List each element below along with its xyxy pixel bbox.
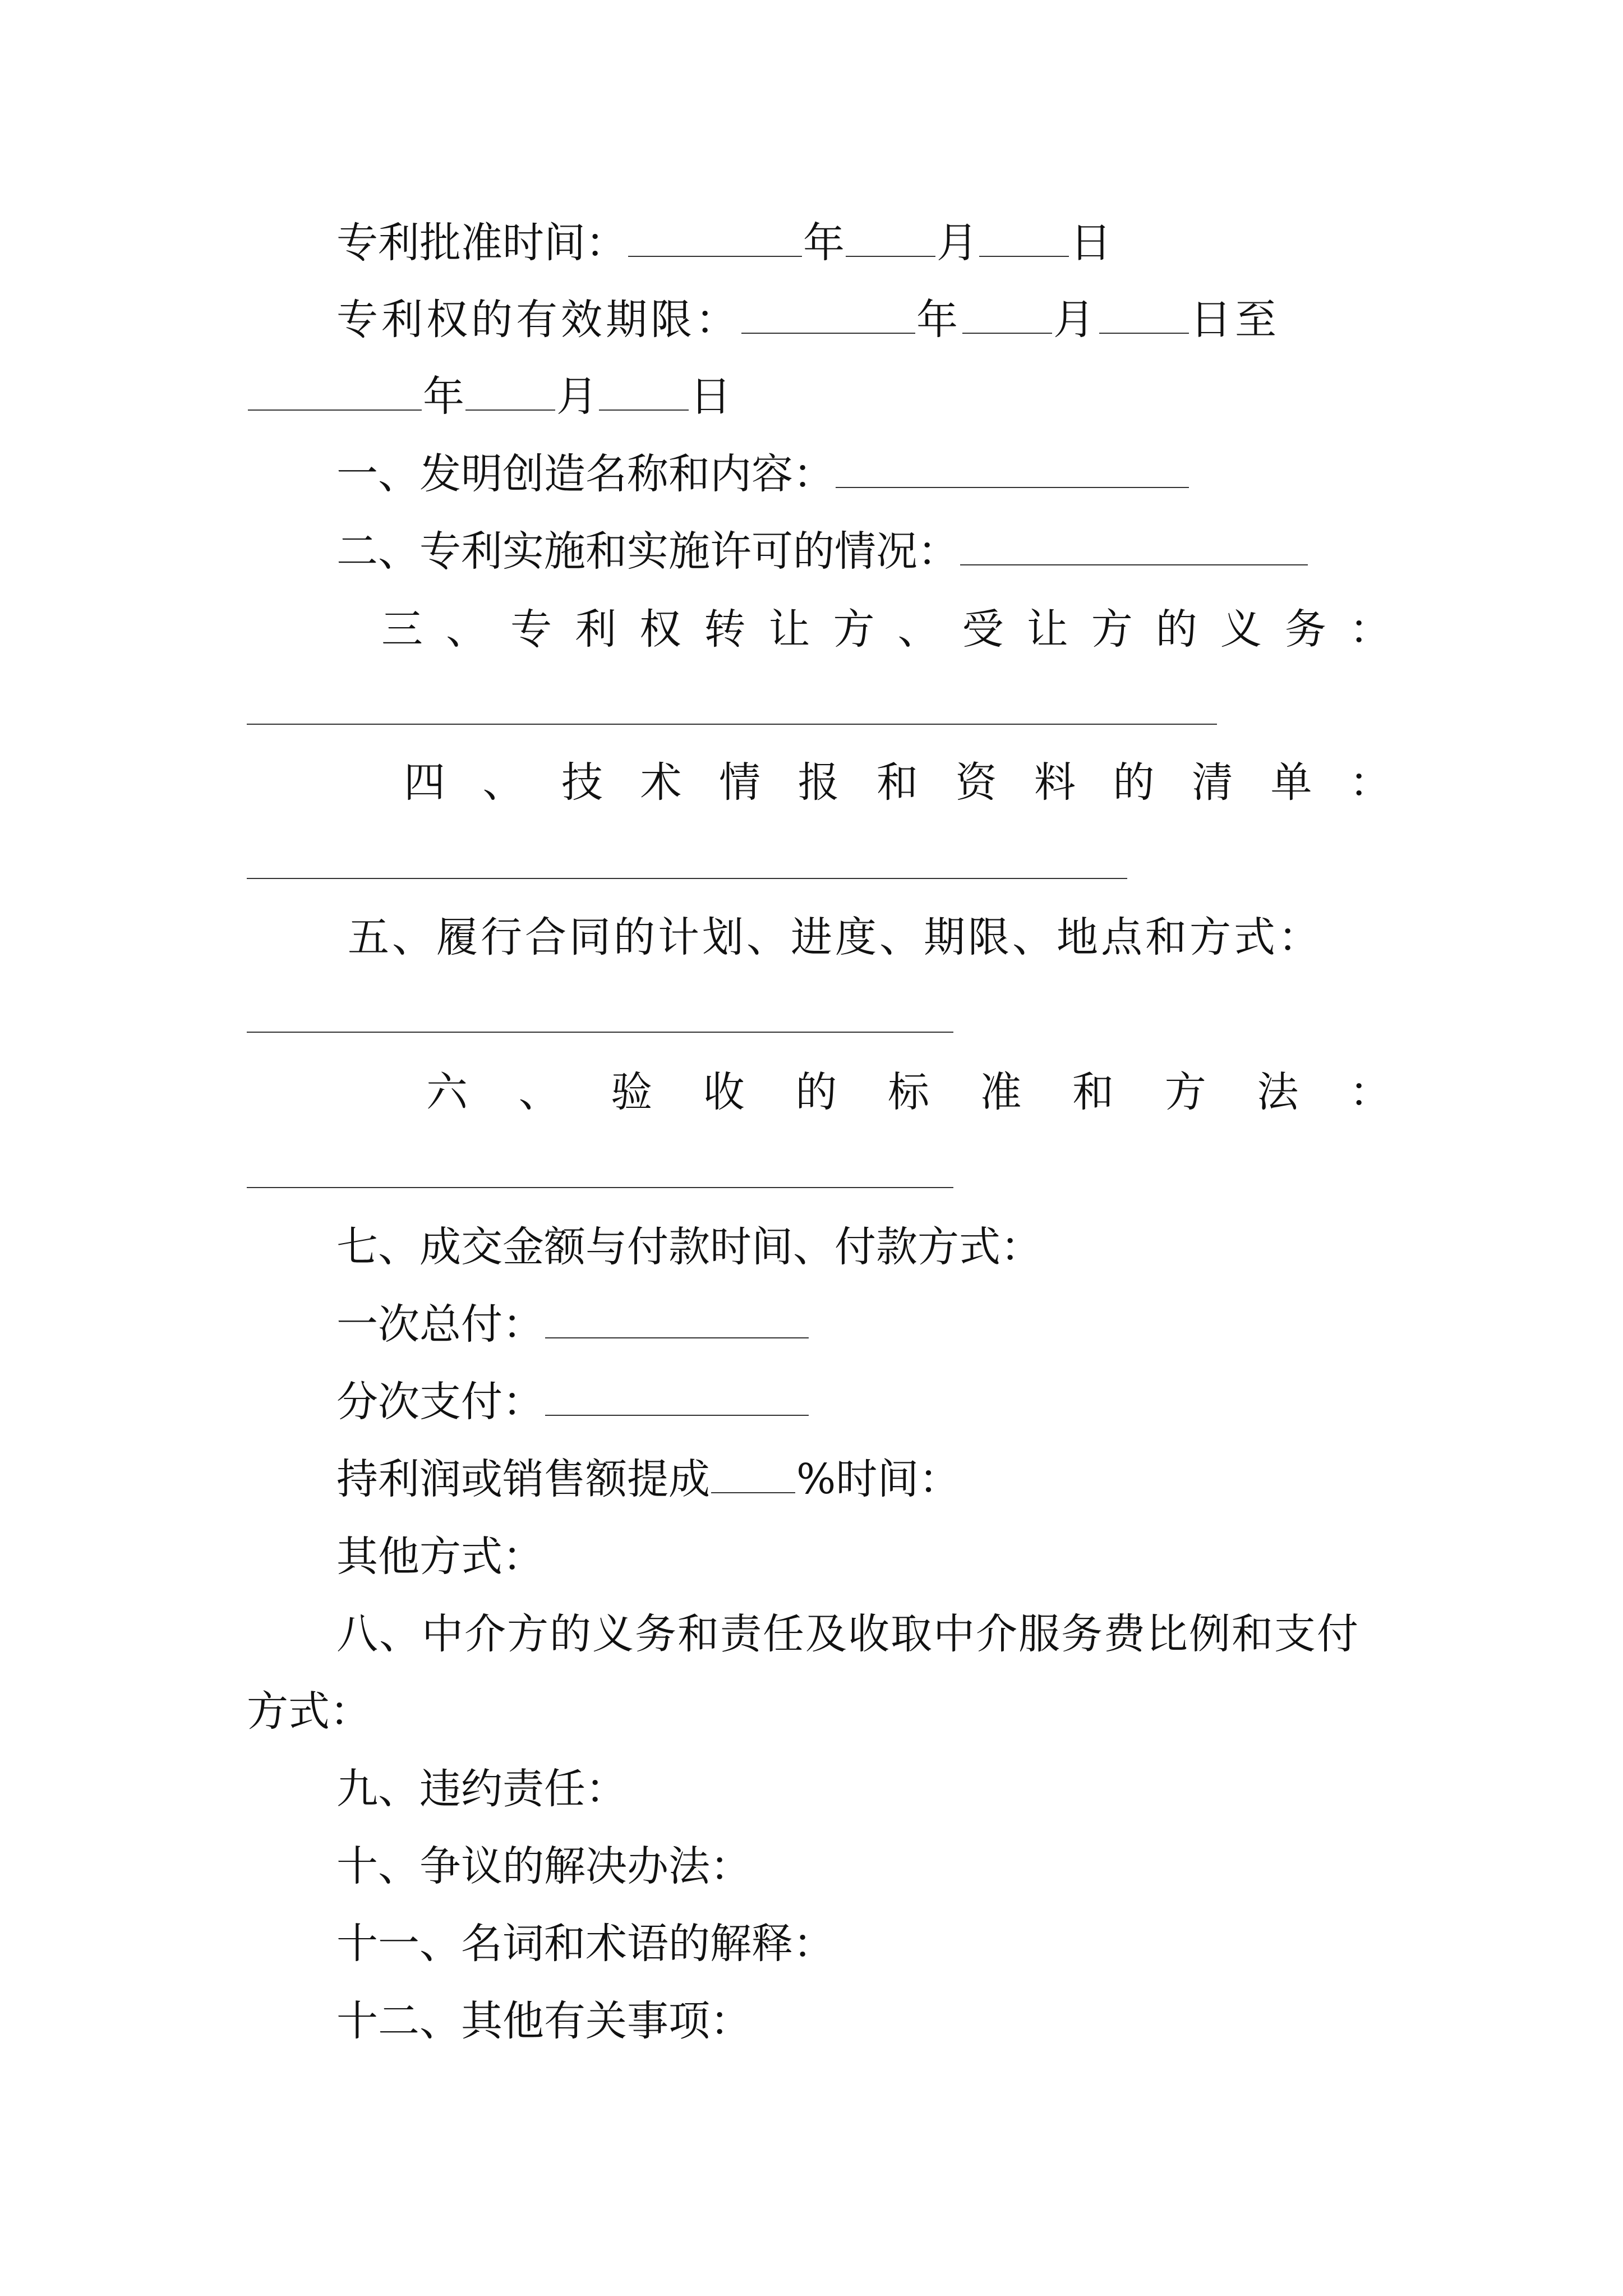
- validity-end-year-blank[interactable]: [248, 405, 422, 411]
- approval-date-line: [247, 219, 1481, 267]
- section-4-char: 清: [1192, 758, 1233, 807]
- approval-month-blank[interactable]: [846, 251, 935, 257]
- validity-day-to-label: 日至: [1190, 296, 1280, 344]
- section-4-char: 四: [404, 758, 445, 807]
- section-2-label: 二、专利实施和实施许可的情况：: [336, 527, 959, 576]
- section-4-char: 报: [797, 758, 840, 807]
- section-4-char: 单: [1270, 758, 1312, 807]
- section-12: [247, 1997, 1481, 2045]
- section-3-char: 利: [575, 605, 617, 654]
- section-4-char: 术: [640, 758, 682, 807]
- pay-once-blank[interactable]: [545, 1333, 809, 1338]
- validity-year-label: 年: [916, 296, 961, 344]
- section-7: [247, 1223, 1481, 1271]
- section-3-char: 让: [768, 605, 810, 654]
- section-2: [247, 527, 1481, 576]
- section-6-char: 的: [795, 1068, 837, 1116]
- section-5-blank[interactable]: [247, 1032, 953, 1033]
- approval-year-label: 年: [803, 219, 845, 267]
- approval-day-label: 日: [1070, 219, 1112, 267]
- section-4-char: 料: [1034, 758, 1076, 807]
- section-3-char: ：: [1349, 605, 1391, 654]
- section-3-char: 、: [446, 605, 488, 654]
- section-3-char: 三: [381, 605, 423, 654]
- section-8-label-cont: 方式：: [247, 1687, 371, 1736]
- section-5-label: 五、履行合同的计划、进度、期限、地点和方式：: [348, 913, 1322, 961]
- section-6-char: 准: [980, 1068, 1022, 1116]
- pay-profit-label: 持利润或销售额提成: [336, 1455, 710, 1503]
- section-1-label: 一、发明创造名称和内容：: [336, 450, 834, 498]
- section-4-char: 的: [1113, 758, 1155, 807]
- section-4-char: 、: [482, 758, 524, 807]
- section-3-char: 专: [510, 605, 552, 654]
- section-4-char: 资: [955, 758, 997, 807]
- section-3-char: 义: [1220, 605, 1262, 654]
- section-4-char: 技: [561, 758, 603, 807]
- section-9: [247, 1765, 1481, 1813]
- section-3-char: 、: [897, 605, 939, 654]
- validity-end-day-blank[interactable]: [599, 405, 689, 411]
- pay-once-line: [247, 1300, 1481, 1349]
- section-6-char: 标: [887, 1068, 929, 1116]
- validity-year-blank[interactable]: [741, 328, 915, 334]
- section-6-blank[interactable]: [247, 1187, 953, 1188]
- validity-end-month-label: 月: [556, 372, 598, 421]
- approval-year-blank[interactable]: [628, 251, 802, 257]
- section-5: [247, 913, 1492, 961]
- section-8-label: 八、中介方的义务和责任及收取中介服务费比例和支付: [336, 1610, 1359, 1658]
- pay-installment-label: 分次支付：: [336, 1378, 544, 1426]
- section-10-label: 十、争议的解决办法：: [336, 1842, 751, 1890]
- pay-profit-time-label: %时间：: [796, 1455, 961, 1503]
- section-6-char: ：: [1349, 1068, 1391, 1116]
- section-11-label: 十一、名词和术语的解释：: [336, 1920, 834, 1968]
- validity-end-day-label: 日: [690, 372, 731, 421]
- section-10: [247, 1842, 1481, 1890]
- validity-end-year-label: 年: [423, 372, 464, 421]
- section-3-char: 让: [1026, 605, 1068, 654]
- section-6-char: 和: [1072, 1068, 1114, 1116]
- section-6-char: 方: [1164, 1068, 1206, 1116]
- section-4-blank[interactable]: [247, 878, 1127, 879]
- pay-other-line: [247, 1533, 1481, 1581]
- section-6-char: 收: [703, 1068, 745, 1116]
- section-3-char: 方: [833, 605, 875, 654]
- section-1-blank[interactable]: [836, 482, 1189, 488]
- section-3-char: 务: [1284, 605, 1326, 654]
- pay-installment-line: [247, 1378, 1481, 1426]
- section-3-char: 的: [1155, 605, 1197, 654]
- section-8-line-2: [247, 1687, 1391, 1736]
- section-6-char: 六: [426, 1068, 468, 1116]
- section-3-char: 转: [704, 605, 746, 654]
- section-9-label: 九、违约责任：: [336, 1765, 627, 1813]
- section-3: [247, 605, 1391, 654]
- pay-once-label: 一次总付：: [336, 1300, 544, 1349]
- section-6-char: 法: [1257, 1068, 1299, 1116]
- approval-label: 专利批准时间：: [336, 219, 627, 267]
- section-4-char: 和: [877, 758, 918, 807]
- section-8-line-1: [247, 1610, 1481, 1658]
- validity-line-1: [247, 296, 1481, 344]
- section-3-char: 受: [962, 605, 1004, 654]
- validity-end-month-blank[interactable]: [465, 405, 555, 411]
- validity-month-blank[interactable]: [962, 328, 1052, 334]
- section-6-char: 验: [611, 1068, 653, 1116]
- pay-profit-percent-blank[interactable]: [711, 1488, 795, 1493]
- pay-profit-line: [247, 1455, 1481, 1503]
- section-2-blank[interactable]: [960, 560, 1308, 565]
- section-4-char: 情: [719, 758, 760, 807]
- validity-label: 专利权的有效期限：: [336, 296, 740, 344]
- approval-day-blank[interactable]: [979, 251, 1069, 257]
- validity-day-blank[interactable]: [1099, 328, 1189, 334]
- approval-month-label: 月: [937, 219, 978, 267]
- section-6: [247, 1068, 1391, 1116]
- section-12-label: 十二、其他有关事项：: [336, 1997, 751, 2045]
- validity-month-label: 月: [1053, 296, 1098, 344]
- section-7-label: 七、成交金额与付款时间、付款方式：: [336, 1223, 1042, 1271]
- section-11: [247, 1920, 1481, 1968]
- section-3-char: 权: [639, 605, 681, 654]
- section-4-char: ：: [1349, 758, 1391, 807]
- section-4: [247, 758, 1391, 807]
- section-1: [247, 450, 1481, 498]
- validity-line-2: [247, 372, 1391, 421]
- section-6-char: 、: [518, 1068, 560, 1116]
- section-3-char: 方: [1091, 605, 1133, 654]
- pay-installment-blank[interactable]: [545, 1410, 809, 1416]
- section-3-blank[interactable]: [247, 724, 1217, 725]
- pay-other-label: 其他方式：: [336, 1533, 544, 1581]
